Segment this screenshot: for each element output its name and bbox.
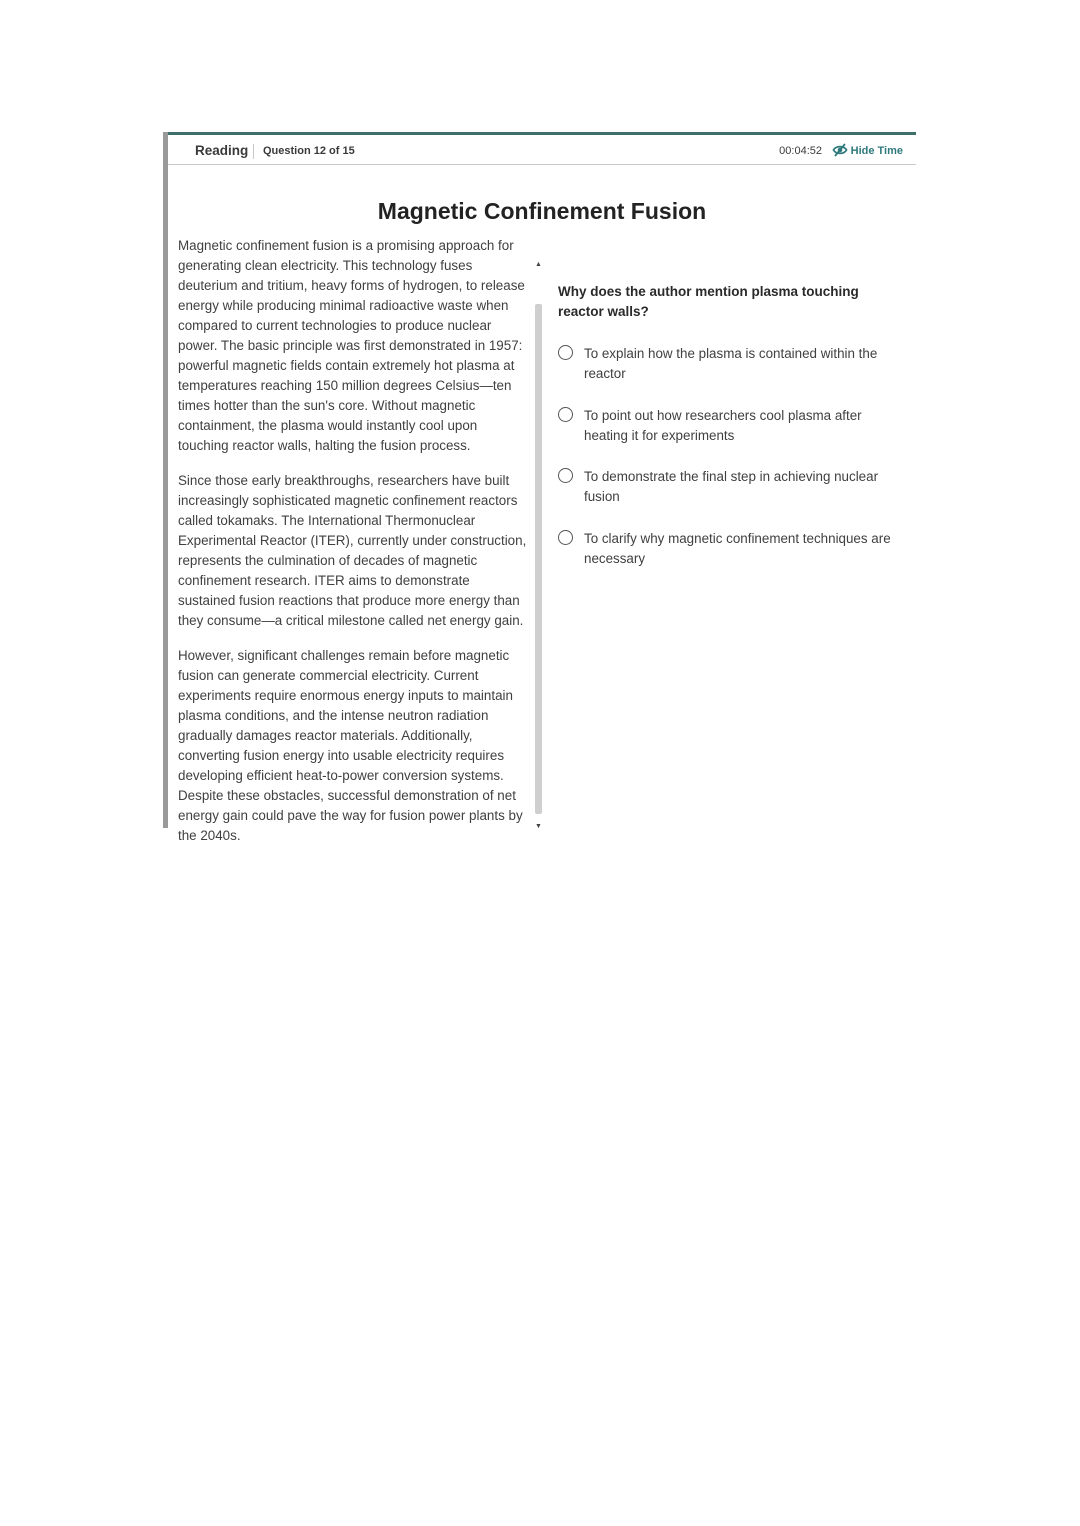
eye-slash-icon[interactable] <box>832 142 848 158</box>
top-bar <box>168 132 916 165</box>
answer-option-label: To clarify why magnetic confinement techniques are necessary <box>584 531 891 566</box>
radio-button[interactable] <box>558 407 573 422</box>
answer-option-1[interactable] <box>558 344 903 384</box>
answer-option-4[interactable] <box>558 529 903 569</box>
passage-paragraph: However, significant challenges remain before magnetic fusion can generate commercial electricity. Current experiments require enormous energy inputs to maintain plasma conditions, and the intense neutron radiation gradually damages reactor materials. Additionally, converting fusion energy into usable electricity requires developing efficient heat-to-power conversion systems. Despite these obstacles, successful demonstration of net energy gain could pave the way for fusion power plants by the 2040s. <box>178 648 523 843</box>
radio-button[interactable] <box>558 345 573 360</box>
answer-option-label: To point out how researchers cool plasma after heating it for experiments <box>584 408 862 443</box>
test-window <box>163 132 916 843</box>
question-pane <box>558 282 903 569</box>
passage-paragraph: Since those early breakthroughs, researchers have built increasingly sophisticated magnetic confinement reactors called tokamaks. The International Thermonuclear Experimental Reactor (ITER), currently under construction, represents the culmination of decades of magnetic confinement research. ITER aims to demonstrate sustained fusion reactions that produce more energy than they consume—a critical milestone called net energy gain. <box>178 473 527 628</box>
header-divider <box>253 144 254 159</box>
answer-option-2[interactable] <box>558 406 903 446</box>
answer-option-label: To demonstrate the final step in achieving nuclear fusion <box>584 469 879 504</box>
scroll-thumb[interactable] <box>535 304 542 814</box>
passage-pane[interactable] <box>178 238 533 843</box>
radio-button[interactable] <box>558 468 573 483</box>
timer: 00:04:52 <box>779 145 822 157</box>
answer-option-3[interactable] <box>558 467 903 507</box>
passage-title: Magnetic Confinement Fusion <box>377 198 707 224</box>
scroll-up-arrow-icon[interactable]: ▲ <box>535 261 542 268</box>
section-label: Reading <box>195 143 249 158</box>
question-counter: Question 12 of 15 <box>263 145 355 157</box>
answer-option-label: To explain how the plasma is contained within the reactor <box>584 346 878 381</box>
passage-scrollbar[interactable] <box>534 260 543 830</box>
hide-time-button[interactable]: Hide Time <box>850 145 903 157</box>
question-text: Why does the author mention plasma touching reactor walls? <box>558 284 859 319</box>
passage-content <box>178 236 528 861</box>
scroll-down-arrow-icon[interactable]: ▼ <box>535 823 542 830</box>
passage-paragraph: Magnetic confinement fusion is a promising approach for generating clean electricity. This technology fuses deuterium and tritium, heavy forms of hydrogen, to release energy while producing minimal radioactive waste when compared to current technologies to produce nuclear power. The basic principle was first demonstrated in 1957: powerful magnetic fields contain extremely hot plasma at temperatures reaching 150 million degrees Celsius—ten times hotter than the sun's core. Without magnetic containment, the plasma would instantly cool upon touching reactor walls, halting the fusion process. <box>178 238 525 453</box>
radio-button[interactable] <box>558 530 573 545</box>
